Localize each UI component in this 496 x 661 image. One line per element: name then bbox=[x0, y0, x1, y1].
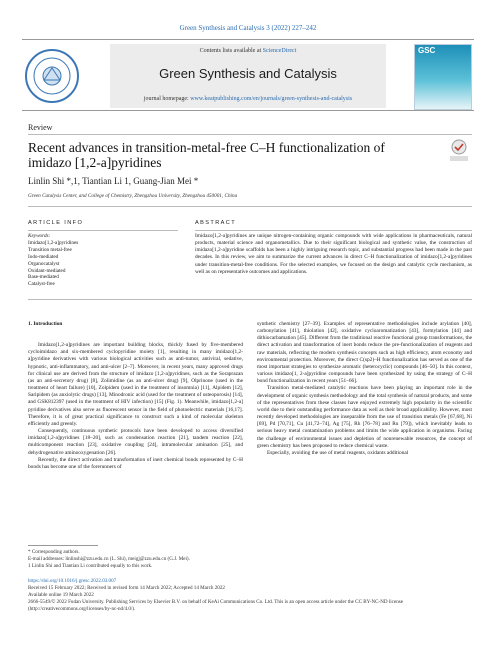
divider bbox=[28, 206, 472, 207]
article-info-heading: ARTICLE INFO bbox=[28, 220, 84, 226]
received-dates: Received 15 February 2022; Received in revised form 14 March 2022; Accepted 14 March 2022 bbox=[28, 585, 225, 591]
journal-title: Green Synthesis and Catalysis bbox=[159, 66, 337, 81]
journal-cover-label: GSC bbox=[418, 46, 436, 55]
divider bbox=[28, 299, 472, 300]
keyword: Base-mediated bbox=[28, 274, 59, 281]
university-seal-logo bbox=[24, 48, 80, 104]
keyword: Catalyst-free bbox=[28, 281, 55, 288]
homepage-label: journal homepage: bbox=[143, 96, 189, 102]
availability-line bbox=[110, 48, 386, 54]
paragraph: Consequently, continuous synthetic protocols have been developed to access diversified imidazo[1,2-a]pyridines [18–20], such as condensation reaction [21], tandem reaction [22], multicomponent reaction [23], oxidative coupling [24], intramolecular amination [25], and dehydrogenative aminooxygenation [26]. bbox=[28, 428, 243, 456]
keywords-block bbox=[28, 233, 178, 288]
homepage-link[interactable]: www.keaipublishing.com/en/journals/green-synthesis-and-catalysis bbox=[190, 96, 353, 102]
keyword: Oxidant-mediated bbox=[28, 267, 66, 274]
online-date: Available online 19 March 2022 bbox=[28, 592, 94, 598]
paragraph: synthetic chemistry [27–39]. Examples of representative methodologies include arylation [40], carbonylation [41], thiolation [42], oxidative cycloaromatization [43], formylation [44] and dithiocarbamation [45]. Different from the traditional reactive functional group transformations, the direct activation and transformation of inert bonds reduce the pre-functionalization of reagents and raw materials, reflecting the modern synthesis concepts such as high efficiency, atom economy and environmental protection. Moreover, the direct C(sp2)–H functionalization has served as one of the most important strategies to synthesize aromatic (heterocyclic) compounds [46–50]. In this context, various imidazo[1, 2-a]pyridine compounds have been synthesized by using the strategy of C–H bond functionalization in recent years [51–66]. bbox=[257, 321, 472, 385]
article-title: Recent advances in transition-metal-free C–H functionalization of imidazo [1,2-a]pyridines bbox=[28, 140, 385, 170]
publication-info bbox=[28, 578, 472, 613]
paragraph: Especially, avoiding the use of metal reagents, oxidants additional bbox=[267, 449, 409, 456]
footnote-corresponding: * Corresponding authors. bbox=[28, 549, 80, 555]
license-text: 2666-5549/© 2022 Fudan University. Publishing Services by Elsevier B.V. on behalf of KeAi Communications Co. Ltd. This is an open access article under the CC BY-NC-ND license (http://creativecommons.org/licenses/by-nc-nd/4.0/). bbox=[28, 599, 403, 612]
article-type: Review bbox=[28, 123, 53, 132]
keywords-label: Keywords: bbox=[28, 233, 51, 239]
footnote-equal-contribution: 1 Linlin Shi and Tiantian Li contributed equally to this work. bbox=[28, 563, 153, 569]
divider bbox=[28, 230, 178, 231]
footnote-emails: E-mail addresses: linlinshi@zzu.edu.cn (L. Shi), meigj@zzu.edu.cn (G.J. Mei). bbox=[28, 556, 190, 562]
author-list: Linlin Shi *,1, Tiantian Li 1, Guang-Jian Mei * bbox=[28, 176, 199, 186]
check-for-updates-icon[interactable] bbox=[448, 138, 470, 162]
body-column-right bbox=[257, 321, 472, 457]
keyword: Organocatalyst bbox=[28, 260, 60, 267]
doi-link[interactable]: https://doi.org/10.1016/j.gresc.2022.03.007 bbox=[28, 578, 117, 584]
section-heading: 1. Introduction bbox=[28, 321, 63, 327]
keyword: Transition metal-free bbox=[28, 246, 72, 253]
paragraph: Transition metal-mediated catalytic reactions have been playing an important role in the development of organic synthesis methodology and the total synthesis of natural products, and some of the representatives from these classes have enjoyed extremely high popularity in the scientific world due to their outstanding performance data as well as their broad applicability. However, most recently developed methodologies are inseparable from the use of transition metals (Fe [67,68], Ni [69], Pd [70,71], Cu [41,72–74], Ag [75], Rh [76–78] and Ru [79]), which inevitably leads to serious heavy metal contamination problems and limits the wide application in organisms. Facing the challenge of environmental issues and depletion of nonrenewable resources, the concept of green chemistry has been proposed to reduce chemical waste. bbox=[257, 385, 472, 449]
keyword: Imidazo[1,2-a]pyridines bbox=[28, 239, 79, 246]
footnotes bbox=[28, 549, 472, 570]
keyword: Iodo-mediated bbox=[28, 253, 59, 260]
abstract-text: Imidazo[1,2-a]pyridines are unique nitrogen-containing organic compounds with wide applications in pharmaceuticals, natural products, material science and organometallics. Due to their significant biological and synthetic value, the construction of imidazo[1,2-a]pyridine scaffolds has been a highly intriguing research topic, and substantial progress had been made in the past decades. In this review, we aim to summarize the current advances in direct C–H functionalization of imidazo[1,2-a]pyridines under transition-metal-free conditions. For the selected examples, we focused on the design and catalytic cycle mechanism, as well as on representative outcomes and applications. bbox=[195, 233, 472, 275]
body-column-left bbox=[28, 321, 243, 471]
journal-homepage bbox=[110, 96, 386, 102]
availability-text: Contents lists available at bbox=[199, 48, 262, 54]
sciencedirect-link[interactable]: ScienceDirect bbox=[262, 48, 297, 54]
paragraph: Recently, the direct activation and transformation of inert chemical bonds represented by C–H bonds has become one of the forerunners of bbox=[28, 456, 243, 470]
affiliation: Green Catalysis Center, and College of Chemistry, Zhengzhou University, Zhengzhou 450001, China bbox=[28, 193, 238, 199]
abstract-heading: ABSTRACT bbox=[195, 220, 237, 226]
journal-reference[interactable]: Green Synthesis and Catalysis 3 (2022) 227–242 bbox=[179, 24, 317, 32]
divider bbox=[28, 134, 472, 135]
divider bbox=[195, 230, 472, 231]
footnote-divider bbox=[28, 545, 98, 546]
paragraph: Imidazo[1,2-a]pyridines are important building blocks, thickly fused by five-membered cycloimidazo and six-membered cyclopyridine moiety [1], resulting in many imidazo[1,2-a]pyridine derivatives with various biological activities such as anti-tumor, antiviral, sedative, hypnotic, anti-inflammatory, and anti-ulcer [2–7]. Moreover, in recent years, many approved drugs for clinical use are derived from the structure of imidazo [1,2-a]pyridines, such as the Soraprazan (as an anti-secretory drug) [8], Zolimidine (as an anti-ulcer drug) [9], Olprinone (used in the treatment of heart failure) [10], Zolpidem (used in the treatment of insomnia) [11], Alpidem [12], Saripidem (as anxiolytic drugs) [13], Minodronic acid (used for the treatment of osteoporosis) [14], and GSK812397 (used in the treatment of HIV infection) [15] (Fig. 1). Meanwhile, imidazo[1,2-a] pyridine derivatives also serve as fluorescent sensor in the field of photoelectric materials [16,17]. Therefore, it is of great practical significance to construct such a kind of molecular skeleton efficiently and greenly. bbox=[28, 342, 243, 427]
